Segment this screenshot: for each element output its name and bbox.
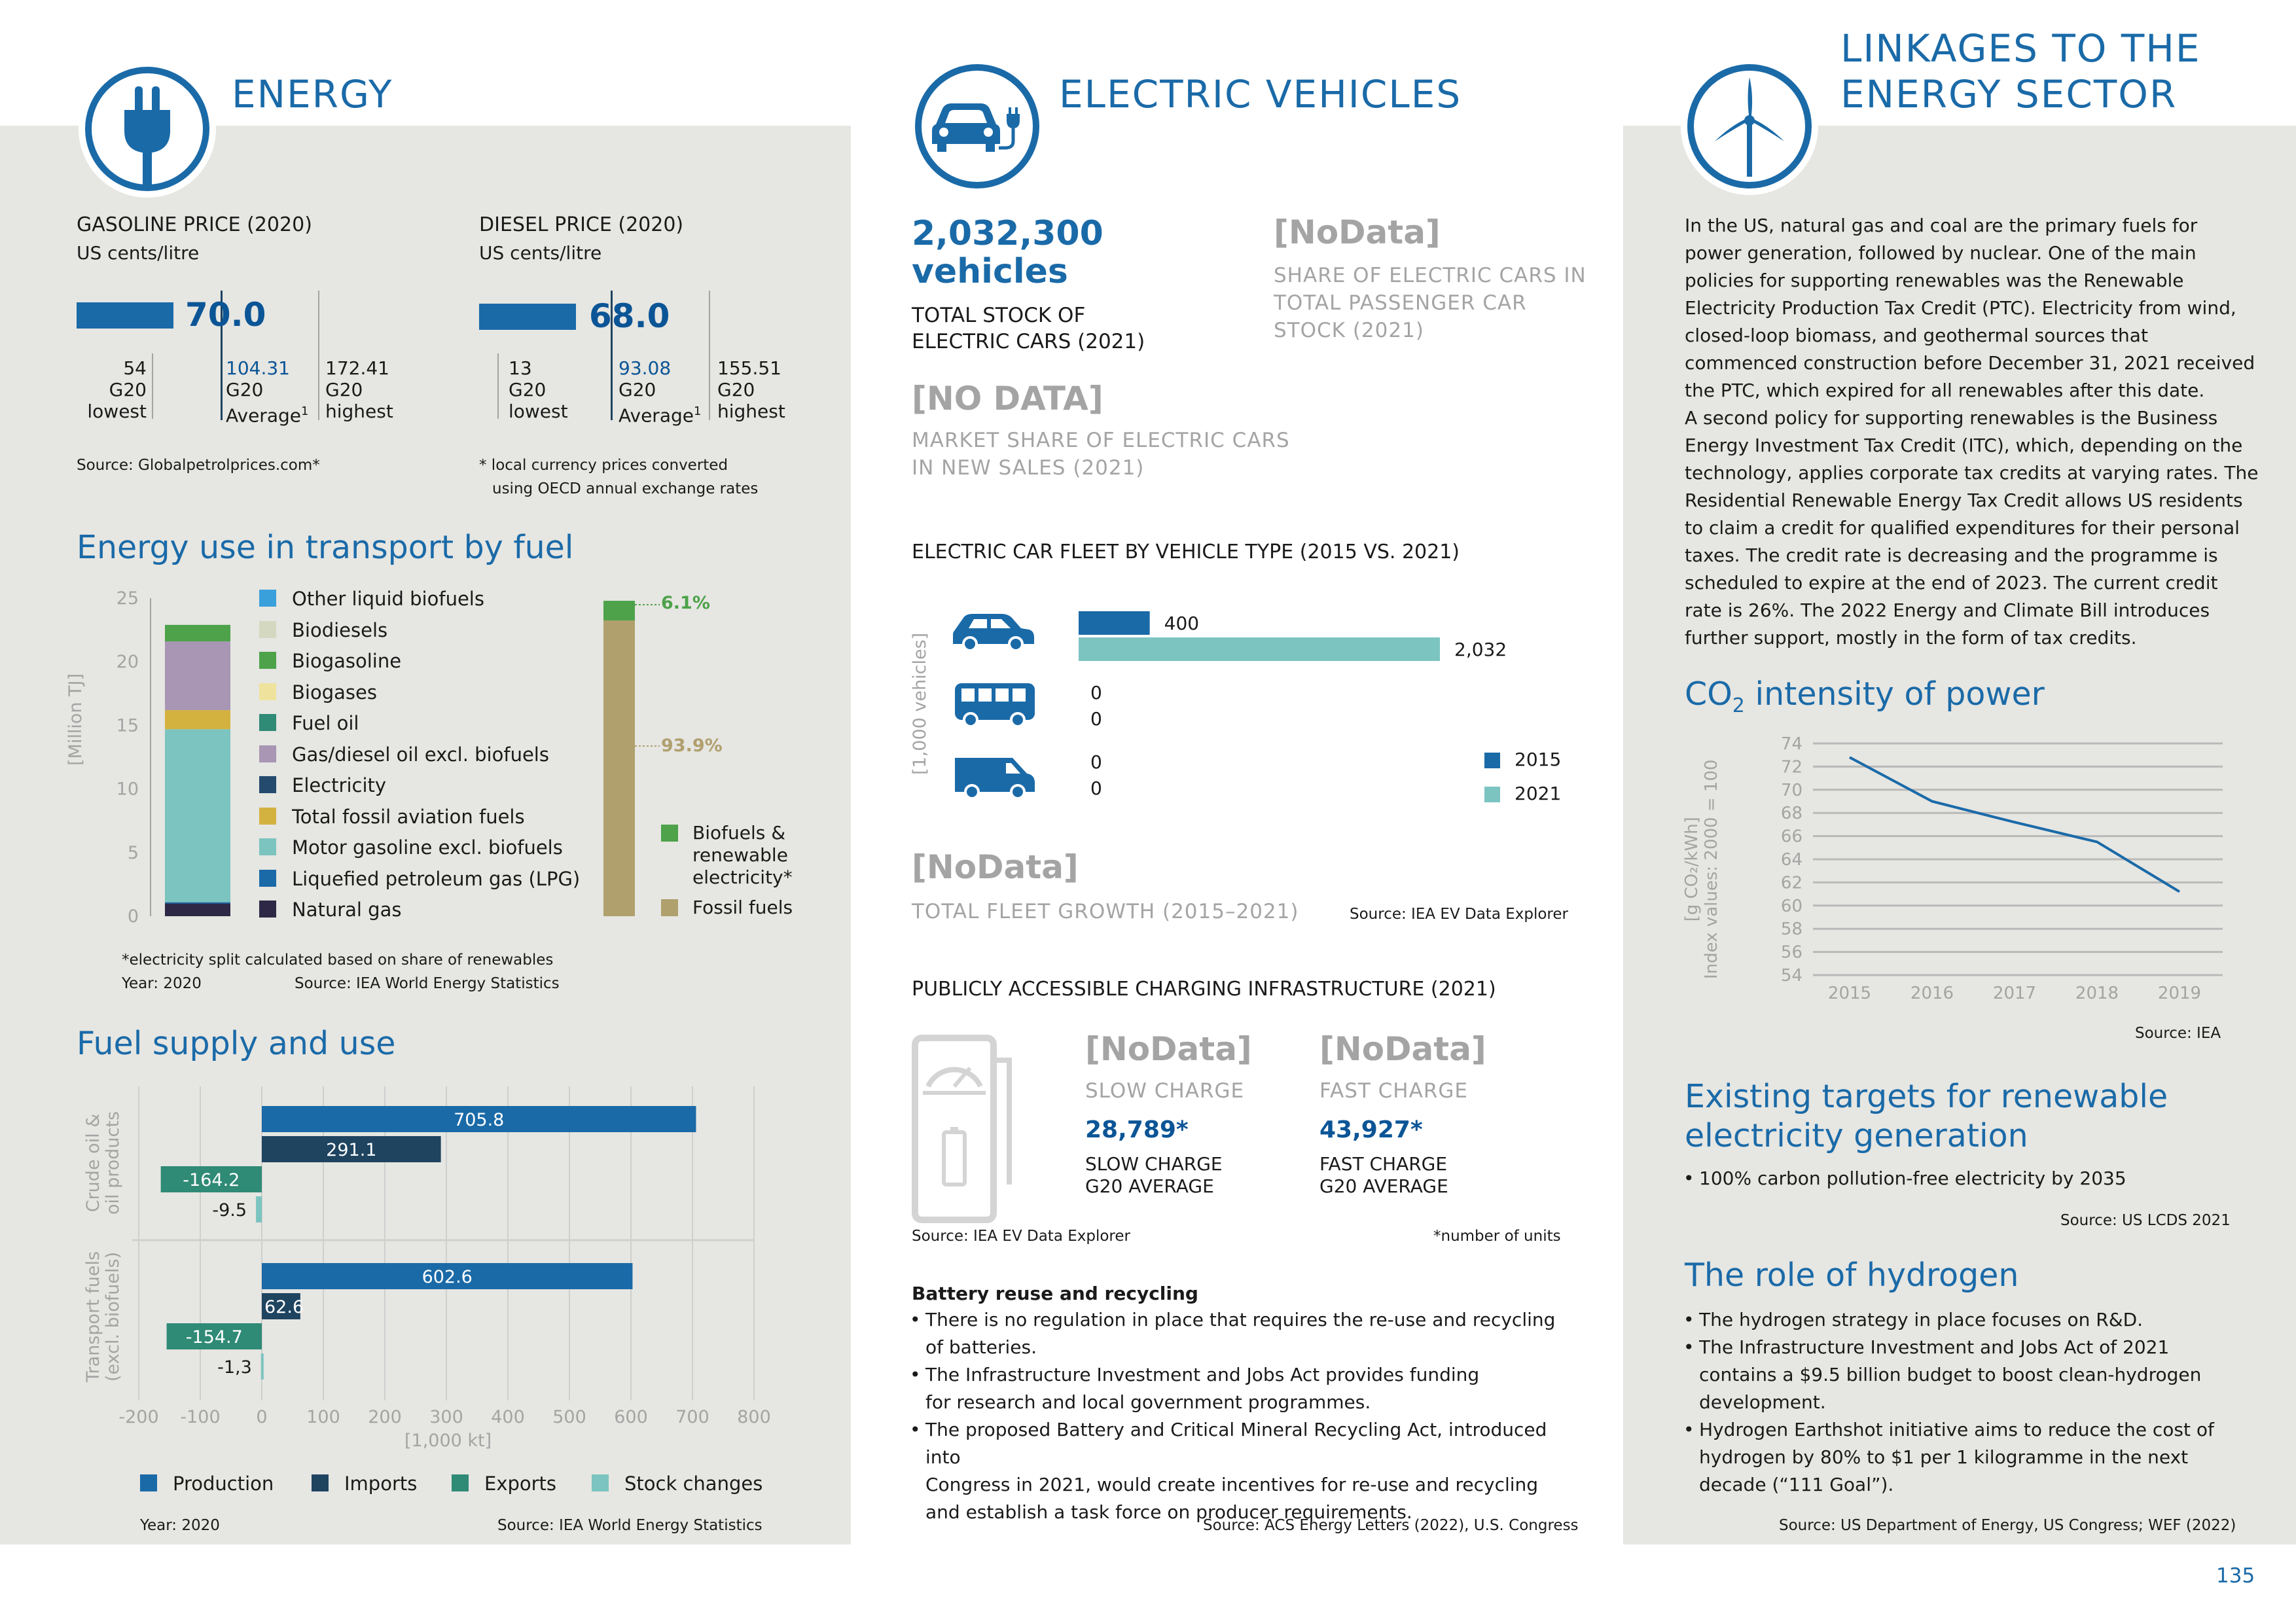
co2-ytick: 72	[1780, 757, 1803, 777]
group1-l2: oil products	[103, 1111, 123, 1215]
fuel-supply-title: Fuel supply and use	[77, 1025, 396, 1062]
fleet-bar-label: 0	[1090, 708, 1102, 730]
hydrogen-item-2-l1: • The Infrastructure Investment and Jobs Act of 2021	[1699, 1336, 2170, 1358]
transport-bar-segment	[165, 729, 230, 902]
fleet-bar-label: 400	[1164, 613, 1200, 634]
fuel-supply-xtick: 0	[256, 1407, 268, 1427]
transport-bar-segment	[165, 625, 230, 641]
legend-label: Gas/diesel oil excl. biofuels	[292, 743, 549, 766]
share-legend-bio	[661, 822, 793, 889]
legend-label: Natural gas	[292, 899, 402, 921]
legend-label: Fuel oil	[292, 712, 359, 734]
paragraph-line: Energy Investment Tax Credit (ITC), which, depending on the	[1685, 435, 2243, 456]
fuel-supply-xtick: 300	[429, 1407, 463, 1427]
paragraph-line: closed-loop biomass, and geothermal sources that	[1685, 325, 2148, 346]
gasoline-unit: US cents/litre	[77, 242, 200, 264]
plug-icon	[79, 60, 216, 198]
gasoline-highest-value: 172.41	[325, 357, 389, 379]
slow-avg-l2: G20 AVERAGE	[1085, 1175, 1214, 1197]
ev-market-nodata: [NO DATA]	[912, 380, 1103, 418]
fuel-supply-xlabel: [1,000 kt]	[404, 1431, 492, 1451]
group2-l1: Transport fuels	[83, 1251, 103, 1382]
fleet-bar	[1079, 637, 1440, 661]
diesel-highest-value: 155.51	[717, 357, 781, 379]
legend-swatch	[259, 590, 276, 607]
hydrogen-item-2-l2: contains a $9.5 billion budget to boost clean-hydrogen	[1699, 1364, 2202, 1385]
gasoline-average-value: 104.31	[226, 357, 290, 379]
transport-bar-segment	[165, 904, 230, 916]
battery-item-1-l1: • There is no regulation in place that requires the re-use and recycling	[925, 1309, 1556, 1330]
targets-title-l2: electricity generation	[1685, 1117, 2028, 1154]
legend-swatch	[259, 745, 276, 762]
co2-xtick: 2015	[1827, 984, 1872, 1003]
slow-charge-avg: 28,789*	[1085, 1116, 1189, 1143]
ev-market-l1: MARKET SHARE OF ELECTRIC CARS	[912, 429, 1290, 452]
paragraph-line: A second policy for supporting renewables is the Business	[1685, 407, 2218, 429]
transport-ytick: 15	[116, 715, 139, 736]
transport-ytick: 20	[116, 652, 139, 673]
fast-avg-l1: FAST CHARGE	[1319, 1153, 1448, 1175]
fast-avg-l2: G20 AVERAGE	[1319, 1175, 1448, 1197]
ev-title: ELECTRIC VEHICLES	[1059, 72, 1462, 116]
hydrogen-item-2-l3: development.	[1699, 1391, 1826, 1413]
legend-swatch	[259, 652, 276, 669]
ev-share-l2: TOTAL PASSENGER CAR	[1274, 291, 1527, 315]
fuel-supply-bar-label: -1,3	[217, 1357, 252, 1378]
gasoline-lowest-l2: lowest	[87, 401, 147, 422]
wind-turbine-icon	[1681, 58, 1818, 195]
fuel-supply-bar	[256, 1196, 262, 1222]
co2-title-sub: 2	[1732, 694, 1745, 717]
diesel-average-sup: 1	[693, 404, 702, 418]
paragraph-line: Residential Renewable Energy Tax Credit allows US residents	[1685, 490, 2243, 511]
targets-source: Source: US LCDS 2021	[2060, 1212, 2231, 1229]
paragraph-line: to claim a credit for qualified expenditures for their personal	[1685, 517, 2240, 539]
fleet-source: Source: IEA EV Data Explorer	[1350, 906, 1568, 923]
linkages-paragraph	[1685, 212, 2261, 652]
gasoline-average-l1: G20	[226, 379, 264, 401]
legend-swatch	[259, 808, 276, 825]
fleet-ylabel-text: [1,000 vehicles]	[910, 632, 930, 775]
legend-label: Other liquid biofuels	[292, 588, 484, 610]
co2-ylabel-l1: [g CO₂/kWh]	[1682, 817, 1702, 922]
fleet-bar-chart	[1073, 602, 1518, 812]
group2-l2: (excl. biofuels)	[103, 1251, 123, 1382]
ev-stock-l1: 2,032,300	[912, 214, 1103, 253]
battery-list	[910, 1306, 1577, 1526]
battery-item-2-l1: • The Infrastructure Investment and Jobs Act provides funding	[925, 1364, 1480, 1385]
fuel-supply-legend	[140, 1472, 795, 1499]
slow-charge-label: SLOW CHARGE	[1085, 1079, 1245, 1103]
battery-item-3-l2: Congress in 2021, would create incentives for re-use and recycling	[925, 1474, 1539, 1495]
diesel-highest-l2: highest	[717, 401, 785, 422]
diesel-price-bar	[479, 304, 576, 330]
battery-item-2-l2: for research and local government programmes.	[925, 1391, 1371, 1413]
fuel-supply-xtick: -200	[118, 1407, 159, 1427]
fuel-supply-xtick: 600	[614, 1407, 648, 1427]
gasoline-price-bar	[77, 302, 173, 329]
fuel-supply-bar-label: -164.2	[183, 1170, 240, 1190]
battery-item-1-l2: of batteries.	[925, 1336, 1037, 1358]
legend-swatch	[140, 1474, 157, 1491]
fleet-growth-label: TOTAL FLEET GROWTH (2015–2021)	[912, 900, 1299, 923]
gasoline-highest-l2: highest	[325, 401, 393, 422]
fleet-legend-2015	[1484, 749, 1561, 770]
gasoline-title: GASOLINE PRICE (2020)	[77, 213, 312, 236]
slow-charge-avg-label	[1085, 1153, 1223, 1198]
gasoline-lowest	[79, 357, 147, 422]
fossil-share-label: 93.9%	[661, 736, 723, 756]
fuel-supply-bar-label: 705.8	[454, 1110, 505, 1130]
battery-item-3-l3: and establish a task force on producer requirements.	[925, 1501, 1412, 1523]
paragraph-line: taxes. The credit rate is decreasing and the programme is	[1685, 544, 2218, 566]
fuel-supply-year: Year: 2020	[140, 1517, 220, 1534]
co2-xtick: 2017	[1992, 984, 2037, 1003]
fuel-supply-chart	[72, 1073, 798, 1472]
energy-title: ENERGY	[232, 72, 393, 116]
fuel-supply-xtick: 700	[675, 1407, 709, 1427]
slow-charge-nodata: [NoData]	[1085, 1030, 1252, 1068]
hydrogen-item-3-l3: decade (“111 Goal”).	[1699, 1474, 1894, 1495]
hydrogen-item-3-l1: • Hydrogen Earthshot initiative aims to reduce the cost of	[1699, 1419, 2214, 1440]
ev-share-label	[1274, 262, 1587, 344]
diesel-highest-line	[709, 291, 710, 420]
paragraph-line: In the US, natural gas and coal are the primary fuels for	[1685, 215, 2198, 236]
fleet-legend-2021-label: 2021	[1515, 783, 1562, 804]
targets-list	[1683, 1165, 2259, 1192]
co2-ytick: 60	[1780, 896, 1803, 916]
legend-label: Biogases	[292, 681, 377, 704]
transport-source: Source: IEA World Energy Statistics	[295, 975, 560, 992]
legend-swatch	[259, 901, 276, 918]
page-number: 135	[2216, 1564, 2255, 1588]
diesel-lowest-value: 13	[509, 357, 532, 379]
share-legend-bio-l2: renewable	[692, 844, 788, 866]
fuel-supply-xtick: 400	[491, 1407, 525, 1427]
legend-label: Liquefied petroleum gas (LPG)	[292, 867, 581, 890]
co2-ylabel	[1682, 759, 1721, 979]
fuel-supply-bar-label: 602.6	[422, 1267, 473, 1287]
fleet-legend-2015-swatch	[1484, 753, 1500, 768]
co2-ytick: 54	[1780, 966, 1803, 986]
car-icon	[950, 611, 1035, 652]
gasoline-average-sup: 1	[300, 404, 309, 418]
fleet-legend-2015-label: 2015	[1515, 749, 1562, 770]
electric-car-icon	[908, 58, 1046, 195]
fleet-growth-nodata: [NoData]	[912, 848, 1079, 886]
legend-swatch	[312, 1474, 329, 1491]
diesel-note-l2: using OECD annual exchange rates	[492, 480, 759, 497]
transport-year: Year: 2020	[122, 975, 202, 992]
fuel-supply-xtick: 200	[368, 1407, 402, 1427]
diesel-average-l2: Average	[619, 404, 694, 427]
legend-label: Biogasoline	[292, 650, 402, 672]
diesel-unit: US cents/litre	[479, 242, 602, 264]
fleet-bar-label: 2,032	[1454, 639, 1507, 660]
legend-swatch	[259, 683, 276, 700]
van-icon	[952, 754, 1037, 801]
share-legend-bio-swatch	[661, 825, 678, 842]
legend-swatch	[259, 838, 276, 855]
share-legend-bio-l3: electricity*	[692, 866, 793, 888]
co2-ytick: 64	[1780, 850, 1803, 870]
ev-stock-label	[912, 302, 1145, 355]
transport-note: *electricity split calculated based on share of renewables	[122, 952, 554, 969]
diesel-title: DIESEL PRICE (2020)	[479, 213, 684, 236]
paragraph-line: technology, applies corporate tax credits at varying rates. The	[1685, 462, 2259, 484]
fuel-supply-bar-label: -9.5	[212, 1200, 247, 1221]
co2-ytick: 68	[1780, 804, 1803, 824]
paragraph-line: power generation, followed by nuclear. One of the main	[1685, 242, 2197, 264]
battery-source: Source: ACS Energy Letters (2022), U.S. Congress	[1203, 1517, 1579, 1534]
diesel-lowest	[509, 357, 568, 422]
co2-xtick: 2019	[2157, 984, 2202, 1003]
co2-chart-title	[1685, 675, 2045, 717]
gasoline-average	[226, 357, 308, 426]
legend-swatch	[592, 1474, 609, 1491]
fuel-supply-group1-label	[84, 1111, 123, 1215]
hydrogen-item-3-l2: hydrogen by 80% to $1 per 1 kilogramme in the next	[1699, 1446, 2189, 1468]
fast-charge-label: FAST CHARGE	[1319, 1079, 1468, 1103]
legend-label: Biodiesels	[292, 618, 388, 641]
hydrogen-source: Source: US Department of Energy, US Congress; WEF (2022)	[1779, 1517, 2236, 1534]
co2-xtick: 2018	[2075, 984, 2119, 1003]
legend-label: Motor gasoline excl. biofuels	[292, 836, 563, 859]
gasoline-source: Source: Globalpetrolprices.com*	[77, 457, 320, 474]
hydrogen-item	[1683, 1416, 2272, 1499]
transport-ylabel-text: [Million TJ]	[65, 673, 86, 766]
legend-swatch	[259, 870, 276, 887]
battery-item	[910, 1306, 1577, 1361]
legend-label: Total fossil aviation fuels	[292, 805, 525, 828]
bio-share-label: 6.1%	[661, 593, 710, 613]
gasoline-lowest-value: 54	[123, 357, 147, 379]
bio-share-bar	[603, 601, 635, 620]
transport-ytick: 25	[116, 589, 139, 609]
group1-l1: Crude oil &	[83, 1113, 103, 1213]
diesel-average-value: 93.08	[619, 357, 672, 379]
battery-title: Battery reuse and recycling	[912, 1283, 1198, 1304]
transport-ytick: 5	[127, 842, 139, 863]
transport-ytick: 0	[127, 906, 139, 927]
legend-label: Production	[173, 1472, 274, 1495]
diesel-note-l1: * local currency prices converted	[479, 457, 728, 474]
diesel-average	[619, 357, 701, 426]
fuel-supply-xtick: 500	[552, 1407, 586, 1427]
gasoline-lowest-line	[152, 353, 153, 419]
co2-ylabel-l2: Index values: 2000 = 100	[1702, 759, 1721, 979]
paragraph-line: Electricity Production Tax Credit (PTC). Electricity from wind,	[1685, 297, 2236, 319]
ev-stock-l2: vehicles	[912, 252, 1068, 291]
legend-swatch	[259, 776, 276, 793]
co2-source: Source: IEA	[2135, 1025, 2221, 1042]
fast-charge-avg: 43,927*	[1319, 1116, 1423, 1143]
gasoline-highest-l1: G20	[325, 379, 363, 401]
bus-icon	[952, 681, 1037, 729]
legend-swatch	[259, 621, 276, 638]
transport-bar-segment	[165, 902, 230, 904]
fuel-supply-source: Source: IEA World Energy Statistics	[497, 1517, 762, 1534]
fuel-supply-xtick: -100	[180, 1407, 221, 1427]
battery-item	[910, 1361, 1577, 1416]
diesel-lowest-line	[497, 353, 499, 419]
share-legend-fossil-swatch	[661, 899, 678, 916]
co2-title-a: CO	[1685, 675, 1732, 713]
share-legend-bio-l1: Biofuels &	[692, 822, 786, 844]
battery-item	[910, 1416, 1577, 1526]
charging-source: Source: IEA EV Data Explorer	[912, 1228, 1130, 1245]
legend-swatch	[259, 714, 276, 731]
co2-xtick: 2016	[1910, 984, 1954, 1003]
targets-title	[1685, 1077, 2168, 1156]
ev-stock-label-l2: ELECTRIC CARS (2021)	[912, 330, 1145, 353]
transport-bar-segment	[165, 641, 230, 710]
legend-label: Electricity	[292, 774, 387, 796]
fossil-share-bar	[603, 620, 635, 916]
charging-title: PUBLICLY ACCESSIBLE CHARGING INFRASTRUCTURE (2021)	[912, 978, 1496, 1001]
diesel-average-l1: G20	[619, 379, 656, 401]
legend-swatch	[452, 1474, 469, 1491]
paragraph-line: rate is 26%. The 2022 Energy and Climate Bill introduces	[1685, 599, 2210, 621]
share-legend-fossil	[661, 897, 793, 918]
fleet-bar-label: 0	[1090, 682, 1102, 704]
co2-ytick: 62	[1780, 873, 1803, 893]
transport-bar-segment	[165, 710, 230, 729]
fleet-legend-2021-swatch	[1484, 787, 1500, 802]
fuel-supply-bar-label: 62.6	[264, 1297, 304, 1317]
ev-share-l3: STOCK (2021)	[1274, 319, 1424, 342]
gasoline-value: 70.0	[185, 296, 266, 334]
targets-item: • 100% carbon pollution-free electricity by 2035	[1683, 1165, 2259, 1192]
paragraph-line: commenced construction before December 31, 2021 received	[1685, 352, 2255, 374]
linkages-title-line1: LINKAGES TO THE	[1840, 26, 2201, 71]
paragraph-line: policies for supporting renewables was the Renewable	[1685, 270, 2184, 291]
fuel-supply-xtick: 800	[737, 1407, 771, 1427]
legend-label: Stock changes	[624, 1472, 763, 1495]
co2-title-b: intensity of power	[1744, 675, 2045, 713]
diesel-highest	[717, 357, 785, 422]
charging-station-icon	[911, 1034, 1016, 1224]
hydrogen-item-1-l1: • The hydrogen strategy in place focuses on R&D.	[1699, 1309, 2144, 1330]
fleet-legend-2021	[1484, 783, 1561, 804]
co2-line-chart	[1728, 733, 2225, 1008]
hydrogen-item	[1683, 1334, 2272, 1416]
fuel-supply-group2-label	[84, 1251, 123, 1382]
co2-ytick: 74	[1780, 734, 1803, 754]
ev-market-label	[912, 427, 1290, 482]
charging-note: *number of units	[1433, 1228, 1561, 1245]
fleet-bar-label: 0	[1090, 751, 1102, 773]
fleet-bar	[1079, 611, 1150, 635]
fuel-supply-bar-label: 291.1	[326, 1140, 377, 1160]
gasoline-average-l2: Average	[226, 404, 301, 427]
gasoline-highest-line	[318, 291, 319, 420]
gasoline-lowest-l1: G20	[109, 379, 147, 401]
ev-stock-value	[912, 215, 1103, 291]
diesel-lowest-l2: lowest	[509, 401, 568, 422]
hydrogen-item	[1683, 1306, 2272, 1334]
transport-ylabel	[65, 673, 86, 766]
co2-series-line	[1850, 757, 2179, 891]
fast-charge-avg-label	[1319, 1153, 1448, 1198]
fast-charge-nodata: [NoData]	[1319, 1030, 1486, 1068]
ev-market-l2: IN NEW SALES (2021)	[912, 456, 1145, 480]
co2-ytick: 70	[1780, 780, 1803, 800]
diesel-value: 68.0	[589, 297, 670, 335]
transport-ytick: 10	[116, 779, 139, 800]
fleet-title: ELECTRIC CAR FLEET BY VEHICLE TYPE (2015 VS. 2021)	[912, 541, 1460, 563]
co2-ytick: 58	[1780, 919, 1803, 940]
linkages-title-line2: ENERGY SECTOR	[1840, 72, 2178, 116]
transport-legend	[259, 588, 626, 928]
co2-ytick: 66	[1780, 827, 1803, 847]
hydrogen-list	[1683, 1306, 2272, 1499]
fleet-bar-label: 0	[1090, 777, 1102, 799]
diesel-lowest-l1: G20	[509, 379, 547, 401]
transport-chart-title: Energy use in transport by fuel	[77, 529, 574, 566]
share-legend-fossil-label: Fossil fuels	[692, 897, 793, 918]
fuel-supply-xtick: 100	[306, 1407, 340, 1427]
diesel-highest-l1: G20	[717, 379, 755, 401]
ev-stock-label-l1: TOTAL STOCK OF	[912, 304, 1086, 327]
fleet-ylabel	[910, 633, 930, 775]
paragraph-line: the PTC, which expired for all renewables after this date.	[1685, 380, 2205, 401]
targets-title-l1: Existing targets for renewable	[1685, 1078, 2168, 1115]
fuel-supply-bar-label: -154.7	[185, 1327, 243, 1347]
paragraph-line: further support, mostly in the form of tax credits.	[1685, 627, 2137, 649]
co2-ytick: 56	[1780, 942, 1803, 963]
legend-label: Exports	[484, 1472, 557, 1495]
fuel-supply-bar	[261, 1353, 264, 1380]
hydrogen-title: The role of hydrogen	[1685, 1257, 2019, 1294]
ev-share-l1: SHARE OF ELECTRIC CARS IN	[1274, 264, 1587, 287]
battery-item-3-l1: • The proposed Battery and Critical Mineral Recycling Act, introduced into	[925, 1419, 1547, 1468]
paragraph-line: scheduled to expire at the end of 2023. The current credit	[1685, 572, 2218, 594]
slow-avg-l1: SLOW CHARGE	[1085, 1153, 1223, 1175]
gasoline-highest	[325, 357, 393, 422]
legend-label: Imports	[344, 1472, 418, 1495]
ev-share-nodata: [NoData]	[1274, 213, 1441, 251]
